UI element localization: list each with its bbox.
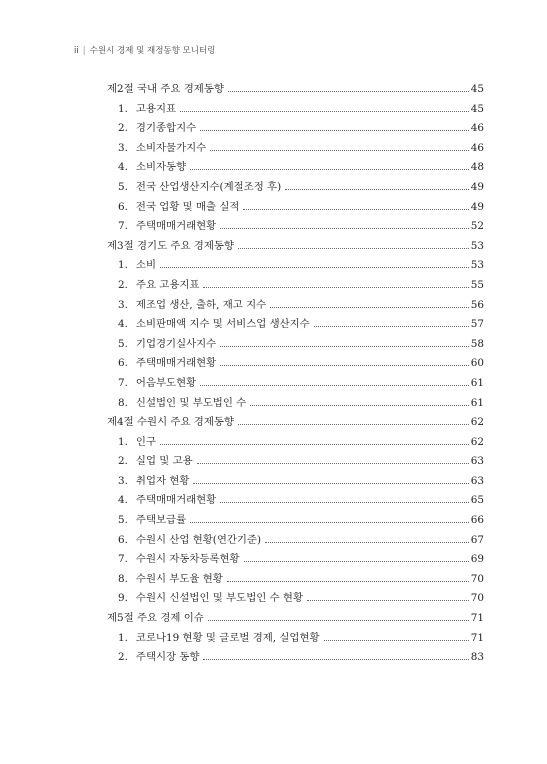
toc-page-number: 46 xyxy=(470,122,484,135)
dot-leader xyxy=(208,620,469,621)
dot-leader xyxy=(227,581,469,582)
toc-entry-number: 6. xyxy=(118,200,128,213)
toc-entry-label: 주택보급률 xyxy=(135,514,187,527)
toc-entry-label: 주택매매거래현황 xyxy=(135,220,217,233)
toc-entry-number: 2. xyxy=(118,122,128,135)
toc-entry-number: 4. xyxy=(118,318,128,331)
toc-entry-label: 수원시 신설법인 및 부도법인 수 현황 xyxy=(135,592,303,605)
toc-entry-label: 수원시 산업 현황(연간기준) xyxy=(135,533,262,546)
toc-entry-label: 주택매매거래현황 xyxy=(135,494,217,507)
dot-leader xyxy=(220,502,469,503)
header-title: 수원시 경제 및 재정동향 모니터링 xyxy=(89,46,216,56)
toc-entry xyxy=(107,119,484,139)
toc-entry-label: 전국 업황 및 매출 실적 xyxy=(135,200,240,213)
toc-entry-number: 3. xyxy=(118,298,128,311)
dot-leader xyxy=(220,346,469,347)
toc-page-number: 56 xyxy=(470,298,484,311)
toc-page-number: 60 xyxy=(470,357,484,370)
toc-page-number: 53 xyxy=(470,259,484,272)
toc-section-heading xyxy=(107,413,484,433)
dot-leader xyxy=(193,483,468,484)
header-separator: | xyxy=(82,46,86,56)
toc-entry-label: 제2절 국내 주요 경제동향 xyxy=(107,83,224,95)
toc-page-number: 67 xyxy=(470,533,484,546)
toc-entry-number: 1. xyxy=(118,259,128,272)
toc-page-number: 63 xyxy=(470,455,484,468)
toc-entry-label: 소비자동향 xyxy=(135,161,187,174)
toc-entry-number: 1. xyxy=(118,631,128,644)
toc-page-number: 48 xyxy=(470,161,484,174)
dot-leader xyxy=(197,463,469,464)
toc-entry-number: 6. xyxy=(118,357,128,370)
toc-section-heading xyxy=(107,237,484,257)
toc-page-number: 49 xyxy=(470,200,484,213)
toc-entry-label: 주택매매거래현황 xyxy=(135,357,217,370)
dot-leader xyxy=(180,111,469,112)
toc-entry-label: 실업 및 고용 xyxy=(135,455,193,468)
dot-leader xyxy=(265,542,469,543)
toc-entry-number: 8. xyxy=(118,572,128,585)
toc-entry-label: 제3절 경기도 주요 경제동향 xyxy=(107,239,234,252)
toc-entry-label: 주택시장 동향 xyxy=(135,651,200,664)
dot-leader xyxy=(285,189,469,190)
toc-page-number: 70 xyxy=(470,572,484,585)
dot-leader xyxy=(238,248,469,249)
toc-entry xyxy=(107,491,484,511)
toc-entry xyxy=(107,296,484,316)
toc-entry-label: 고용지표 xyxy=(135,102,177,115)
table-of-contents xyxy=(107,80,484,668)
toc-entry xyxy=(107,648,484,668)
toc-entry-label: 수원시 부도율 현황 xyxy=(135,572,223,585)
dot-leader xyxy=(203,659,468,660)
dot-leader xyxy=(203,287,468,288)
toc-page-number: 58 xyxy=(470,337,484,350)
toc-entry-label: 소비 xyxy=(135,259,156,272)
toc-entry xyxy=(107,198,484,218)
toc-entry-number: 7. xyxy=(118,553,128,566)
toc-entry xyxy=(107,629,484,649)
toc-page-number: 57 xyxy=(470,318,484,331)
toc-page-number: 45 xyxy=(470,83,484,95)
toc-entry-number: 3. xyxy=(118,474,128,487)
toc-entry xyxy=(107,256,484,276)
toc-entry-number: 9. xyxy=(118,592,128,605)
dot-leader xyxy=(250,405,469,406)
toc-entry xyxy=(107,531,484,551)
dot-leader xyxy=(243,209,468,210)
toc-page-number: 70 xyxy=(470,592,484,605)
toc-entry-label: 인구 xyxy=(135,435,156,448)
toc-entry xyxy=(107,511,484,531)
toc-entry-number: 7. xyxy=(118,220,128,233)
toc-page-number: 53 xyxy=(470,239,484,252)
toc-entry-number: 4. xyxy=(118,494,128,507)
toc-page-number: 46 xyxy=(470,141,484,154)
toc-entry xyxy=(107,570,484,590)
toc-entry xyxy=(107,472,484,492)
dot-leader xyxy=(160,444,469,445)
toc-entry-label: 소비자물가지수 xyxy=(135,141,207,154)
toc-entry xyxy=(107,315,484,335)
dot-leader xyxy=(244,561,469,562)
toc-entry-label: 취업자 현황 xyxy=(135,474,190,487)
toc-entry-number: 7. xyxy=(118,376,128,389)
dot-leader xyxy=(190,522,469,523)
toc-entry-label: 소비판매액 지수 및 서비스업 생산지수 xyxy=(135,318,310,331)
toc-entry-number: 5. xyxy=(118,337,128,350)
toc-page-number: 61 xyxy=(470,376,484,389)
toc-entry-label: 코로나19 현황 및 글로벌 경제, 실업현황 xyxy=(135,631,320,644)
toc-page-number: 62 xyxy=(470,416,484,429)
dot-leader xyxy=(200,130,469,131)
dot-leader xyxy=(200,385,469,386)
toc-entry-number: 2. xyxy=(118,455,128,468)
toc-entry-number: 1. xyxy=(118,102,128,115)
toc-page-number: 45 xyxy=(470,102,484,115)
toc-page-number: 71 xyxy=(470,612,484,625)
dot-leader xyxy=(228,91,469,92)
toc-entry-number: 8. xyxy=(118,396,128,409)
dot-leader xyxy=(314,326,469,327)
toc-entry xyxy=(107,589,484,609)
toc-entry xyxy=(107,139,484,159)
toc-entry-number: 2. xyxy=(118,278,128,291)
toc-entry xyxy=(107,276,484,296)
toc-page-number: 65 xyxy=(470,494,484,507)
toc-page-number: 55 xyxy=(470,278,484,291)
toc-entry-number: 5. xyxy=(118,180,128,193)
toc-entry-label: 기업경기실사지수 xyxy=(135,337,217,350)
toc-entry xyxy=(107,100,484,120)
toc-page-number: 83 xyxy=(470,651,484,664)
dot-leader xyxy=(324,640,469,641)
toc-entry xyxy=(107,158,484,178)
toc-entry-number: 2. xyxy=(118,651,128,664)
dot-leader xyxy=(210,150,469,151)
toc-entry-number: 5. xyxy=(118,514,128,527)
toc-section-heading xyxy=(107,609,484,629)
toc-entry-number: 4. xyxy=(118,161,128,174)
toc-entry xyxy=(107,452,484,472)
toc-page-number: 69 xyxy=(470,553,484,566)
toc-page-number: 62 xyxy=(470,435,484,448)
toc-page-number: 71 xyxy=(470,631,484,644)
toc-entry xyxy=(107,335,484,355)
toc-entry xyxy=(107,178,484,198)
toc-entry-label: 제4절 수원시 주요 경제동향 xyxy=(107,416,234,429)
toc-entry-label: 주요 고용지표 xyxy=(135,278,200,291)
dot-leader xyxy=(190,169,469,170)
toc-page-number: 52 xyxy=(470,220,484,233)
toc-section-heading xyxy=(107,80,484,100)
toc-page-number: 61 xyxy=(470,396,484,409)
dot-leader xyxy=(238,424,469,425)
dot-leader xyxy=(220,228,469,229)
dot-leader xyxy=(270,307,469,308)
toc-entry-number: 6. xyxy=(118,533,128,546)
toc-page-number: 63 xyxy=(470,474,484,487)
running-header xyxy=(74,44,215,56)
toc-entry-label: 제5절 주요 경제 이슈 xyxy=(107,612,204,625)
toc-entry xyxy=(107,354,484,374)
toc-entry xyxy=(107,394,484,414)
toc-entry-number: 1. xyxy=(118,435,128,448)
toc-page-number: 49 xyxy=(470,180,484,193)
toc-entry-label: 신설법인 및 부도법인 수 xyxy=(135,396,247,409)
toc-entry-number: 3. xyxy=(118,141,128,154)
dot-leader xyxy=(307,600,469,601)
toc-entry-label: 전국 산업생산지수(계절조정 후) xyxy=(135,180,282,193)
toc-entry-label: 수원시 자동차등록현황 xyxy=(135,553,240,566)
dot-leader xyxy=(160,267,469,268)
toc-page-number: 66 xyxy=(470,514,484,527)
dot-leader xyxy=(220,365,469,366)
toc-entry xyxy=(107,374,484,394)
toc-entry-label: 제조업 생산, 출하, 재고 지수 xyxy=(135,298,267,311)
toc-entry xyxy=(107,550,484,570)
toc-entry xyxy=(107,433,484,453)
toc-entry-label: 경기종합지수 xyxy=(135,122,197,135)
toc-entry-label: 어음부도현황 xyxy=(135,376,197,389)
header-page-number: ii xyxy=(74,46,79,56)
toc-entry xyxy=(107,217,484,237)
